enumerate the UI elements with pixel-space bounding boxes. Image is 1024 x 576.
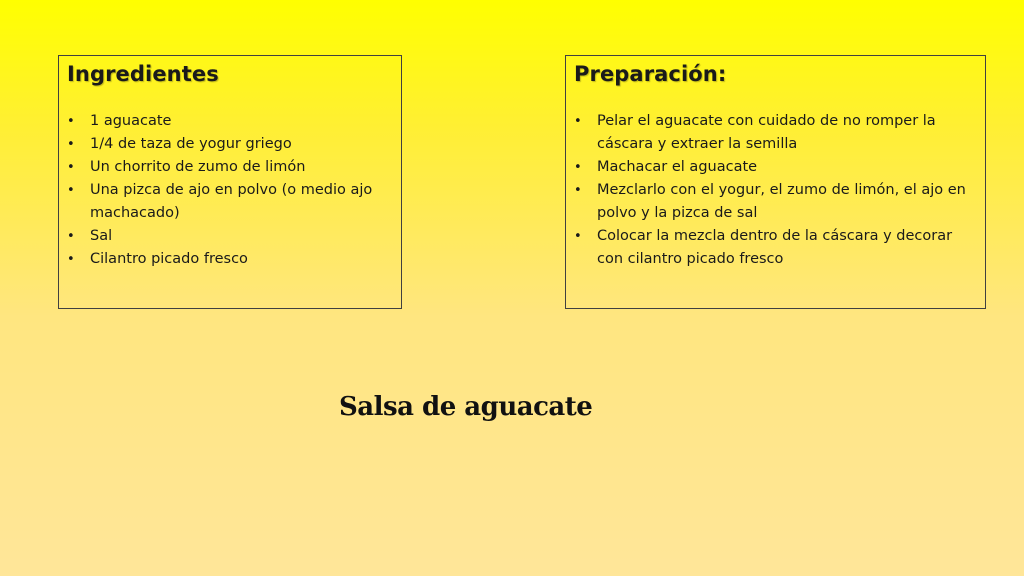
- page-title: Salsa de aguacate: [339, 392, 593, 422]
- ingredients-card: [58, 55, 402, 309]
- preparation-step: • Mezclarlo con el yogur, el zumo de limón, el ajo en polvo y la pizca de sal: [574, 179, 977, 225]
- preparation-list: [574, 110, 977, 271]
- preparation-card: [565, 55, 986, 309]
- ingredient-item: • Un chorrito de zumo de limón: [67, 156, 393, 179]
- ingredient-item: • Sal: [67, 225, 393, 248]
- ingredient-item: • 1/4 de taza de yogur griego: [67, 133, 393, 156]
- ingredients-list: [67, 110, 393, 271]
- ingredient-item: • 1 aguacate: [67, 110, 393, 133]
- preparation-step: • Machacar el aguacate: [574, 156, 977, 179]
- preparation-step: • Pelar el aguacate con cuidado de no romper la cáscara y extraer la semilla: [574, 110, 977, 156]
- ingredient-item: • Cilantro picado fresco: [67, 248, 393, 271]
- preparation-step: • Colocar la mezcla dentro de la cáscara y decorar con cilantro picado fresco: [574, 225, 977, 271]
- preparation-title: Preparación:: [574, 62, 727, 86]
- ingredient-item: • Una pizca de ajo en polvo (o medio ajo machacado): [67, 179, 393, 225]
- ingredients-title: Ingredientes: [67, 62, 219, 86]
